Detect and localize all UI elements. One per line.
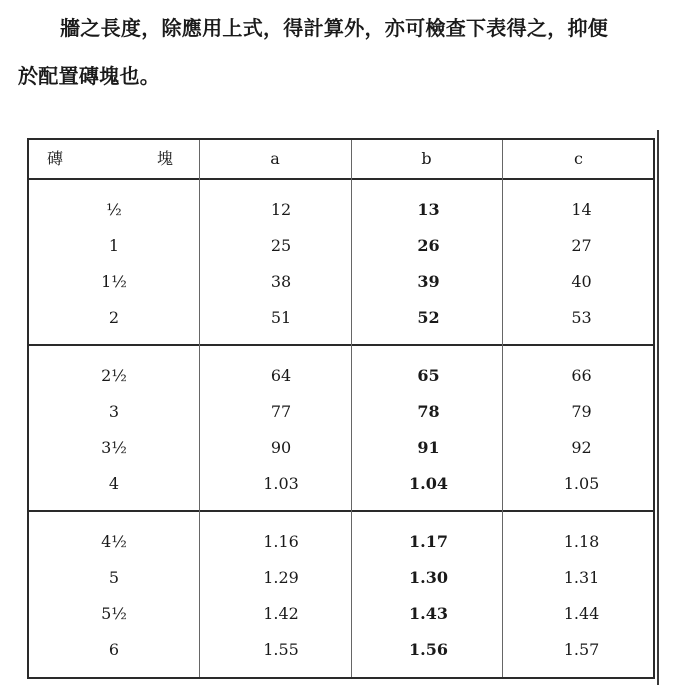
table-row	[29, 192, 653, 228]
table-row	[29, 560, 653, 596]
table-row	[29, 394, 653, 430]
paragraph-line-2: 於配置磚塊也。	[18, 64, 161, 88]
table-row	[29, 524, 653, 560]
table-row	[29, 358, 653, 394]
cell-a: 12	[270, 200, 292, 219]
table-header-row	[29, 140, 653, 180]
cell-a: 90	[270, 438, 292, 457]
cell-a: 1.03	[263, 474, 299, 493]
cell-b: 1.43	[409, 604, 448, 623]
cell-b: 52	[417, 308, 440, 327]
table-group-2	[29, 346, 653, 512]
cell-brick: 4	[108, 474, 120, 493]
header-brick-char-2: 塊	[157, 149, 174, 168]
cell-c: 27	[571, 236, 592, 255]
cell-b: 26	[417, 236, 440, 255]
cell-a: 38	[270, 272, 292, 291]
paragraph-line-1: 牆之長度，除應用上式，得計算外，亦可檢查下表得之，抑便	[60, 16, 609, 40]
cell-c: 1.57	[563, 640, 600, 659]
column-divider	[199, 140, 200, 677]
cell-c: 92	[571, 438, 592, 457]
header-col-b: b	[421, 149, 432, 168]
table-row	[29, 632, 653, 668]
table-row	[29, 596, 653, 632]
page-edge-rule	[657, 130, 659, 685]
header-brick-count	[29, 140, 199, 178]
cell-c: 1.05	[563, 474, 600, 493]
cell-brick: 2	[108, 308, 120, 327]
table-row	[29, 300, 653, 336]
body-paragraph	[18, 6, 668, 102]
column-divider	[351, 140, 352, 677]
cell-brick: 3	[108, 402, 120, 421]
cell-b: 1.30	[409, 568, 448, 587]
cell-a: 1.16	[263, 532, 299, 551]
cell-b: 13	[417, 200, 440, 219]
table-group-3	[29, 512, 653, 678]
header-brick-char-1: 磚	[47, 149, 64, 168]
cell-brick: 1½	[101, 272, 127, 291]
cell-c: 40	[571, 272, 592, 291]
cell-c: 1.31	[563, 568, 600, 587]
table-row	[29, 264, 653, 300]
cell-a: 1.42	[263, 604, 299, 623]
table-row	[29, 430, 653, 466]
cell-c: 53	[571, 308, 592, 327]
cell-brick: 5½	[101, 604, 127, 623]
cell-b: 91	[417, 438, 440, 457]
cell-a: 51	[270, 308, 292, 327]
cell-a: 1.55	[263, 640, 299, 659]
cell-c: 14	[571, 200, 592, 219]
cell-brick: 2½	[101, 366, 127, 385]
cell-c: 79	[571, 402, 592, 421]
cell-brick: 5	[108, 568, 120, 587]
cell-b: 78	[417, 402, 440, 421]
cell-b: 1.17	[409, 532, 448, 551]
header-col-a: a	[270, 149, 280, 168]
cell-b: 1.56	[409, 640, 448, 659]
cell-a: 1.29	[263, 568, 299, 587]
column-divider	[502, 140, 503, 677]
cell-b: 39	[417, 272, 440, 291]
table-row	[29, 466, 653, 502]
cell-c: 66	[571, 366, 592, 385]
table-group-1	[29, 180, 653, 346]
cell-brick: 6	[108, 640, 120, 659]
cell-a: 64	[270, 366, 292, 385]
cell-a: 25	[270, 236, 292, 255]
cell-brick: ½	[106, 200, 122, 219]
header-col-c: c	[574, 149, 583, 168]
cell-c: 1.18	[563, 532, 600, 551]
cell-c: 1.44	[563, 604, 600, 623]
brick-length-table	[27, 138, 655, 679]
cell-b: 65	[417, 366, 440, 385]
cell-brick: 4½	[101, 532, 127, 551]
cell-brick: 3½	[101, 438, 127, 457]
cell-a: 77	[270, 402, 292, 421]
cell-b: 1.04	[409, 474, 448, 493]
table-row	[29, 228, 653, 264]
cell-brick: 1	[108, 236, 120, 255]
